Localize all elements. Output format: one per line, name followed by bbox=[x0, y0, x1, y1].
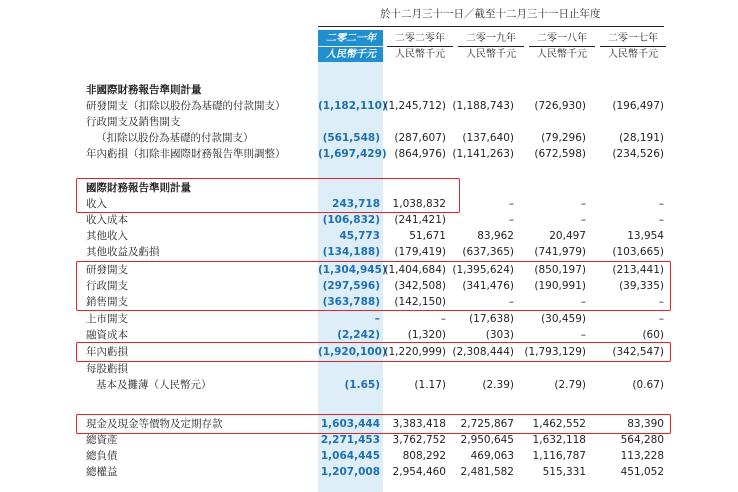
cell-2019: (137,640) bbox=[462, 132, 514, 144]
cell-2020: 3,762,752 bbox=[392, 434, 446, 446]
cell-2017: 451,052 bbox=[620, 466, 664, 478]
cell-2021: (297,596) bbox=[322, 280, 380, 292]
cell-2017: (39,335) bbox=[619, 280, 664, 292]
cell-2019: – bbox=[508, 296, 514, 308]
cell-2020: (1,220,999) bbox=[384, 346, 446, 358]
period-caption: 於十二月三十一日／截至十二月三十一日止年度 bbox=[380, 8, 601, 20]
cell-2020: (1.17) bbox=[414, 379, 446, 391]
cell-2019: (341,476) bbox=[462, 280, 514, 292]
cell-2017: (342,547) bbox=[612, 346, 664, 358]
table-row bbox=[0, 98, 738, 114]
cell-2018: (30,459) bbox=[541, 313, 586, 325]
top-rule bbox=[318, 26, 664, 27]
row-label: 上市開支 bbox=[86, 313, 128, 325]
cell-2018: 1,116,787 bbox=[532, 450, 586, 462]
cell-2018: 515,331 bbox=[542, 466, 586, 478]
cell-2017: 113,228 bbox=[620, 450, 664, 462]
table-row bbox=[0, 327, 738, 343]
annotation-box-cash bbox=[76, 414, 671, 434]
column-header-2020 bbox=[387, 31, 453, 62]
cell-2020: 51,671 bbox=[409, 230, 446, 242]
table-row bbox=[0, 82, 738, 98]
cell-2018: – bbox=[580, 329, 586, 341]
cell-2019: 469,063 bbox=[470, 450, 514, 462]
annotation-box-revenue bbox=[76, 178, 460, 213]
cell-2017: (60) bbox=[642, 329, 664, 341]
column-year: 二零二零年 bbox=[395, 33, 445, 44]
cell-2020: 2,954,460 bbox=[392, 466, 446, 478]
column-year: 二零一八年 bbox=[537, 33, 587, 44]
row-label: （扣除以股份為基礎的付款開支） bbox=[96, 132, 254, 144]
cell-2018: (726,930) bbox=[534, 100, 586, 112]
cell-2018: (672,598) bbox=[534, 148, 586, 160]
cell-2017: (0.67) bbox=[632, 379, 664, 391]
section-heading: 非國際財務報告準則計量 bbox=[86, 84, 202, 96]
cell-2020: (142,150) bbox=[394, 296, 446, 308]
row-label: 總負債 bbox=[86, 450, 118, 462]
row-label: 收入 bbox=[86, 198, 107, 210]
annotation-box-expenses bbox=[76, 261, 671, 311]
cell-2020: (864,976) bbox=[394, 148, 446, 160]
cell-2020: (1,245,712) bbox=[384, 100, 446, 112]
cell-2019: – bbox=[508, 214, 514, 226]
cell-2021: – bbox=[374, 313, 380, 325]
row-label: 研發開支（扣除以股份為基礎的付款開支） bbox=[86, 100, 286, 112]
cell-2021: (363,788) bbox=[322, 296, 380, 308]
row-label: 總資產 bbox=[86, 434, 118, 446]
cell-2020: (241,421) bbox=[394, 214, 446, 226]
column-unit: 人民幣千元 bbox=[318, 46, 384, 62]
cell-2019: 83,962 bbox=[477, 230, 514, 242]
row-label: 年內虧損（扣除非國際財務報告準則調整） bbox=[86, 148, 286, 160]
cell-2019: (637,365) bbox=[462, 246, 514, 258]
cell-2021: 243,718 bbox=[332, 198, 380, 210]
table-row bbox=[0, 432, 738, 448]
row-label: 行政開支 bbox=[86, 280, 128, 292]
section-heading: 國際財務報告準則計量 bbox=[86, 182, 191, 194]
row-label: 行政開支及銷售開支 bbox=[86, 116, 181, 128]
row-label: 銷售開支 bbox=[86, 296, 128, 308]
cell-2019: (17,638) bbox=[469, 313, 514, 325]
cell-2017: (234,526) bbox=[612, 148, 664, 160]
cell-2019: 2,725,867 bbox=[460, 418, 514, 430]
table-row bbox=[0, 228, 738, 244]
cell-2020: – bbox=[440, 313, 446, 325]
row-label: 收入成本 bbox=[86, 214, 128, 226]
cell-2021: 2,271,453 bbox=[320, 434, 380, 446]
cell-2019: (2.39) bbox=[482, 379, 514, 391]
table-row bbox=[0, 212, 738, 228]
cell-2021: (561,548) bbox=[322, 132, 380, 144]
cell-2018: 1,632,118 bbox=[532, 434, 586, 446]
cell-2018: (741,979) bbox=[534, 246, 586, 258]
cell-2017: – bbox=[658, 313, 664, 325]
column-unit: 人民幣千元 bbox=[387, 46, 453, 62]
table-row bbox=[0, 146, 738, 162]
column-unit: 人民幣千元 bbox=[458, 46, 524, 62]
cell-2021: 1,064,445 bbox=[320, 450, 380, 462]
cell-2017: (28,191) bbox=[619, 132, 664, 144]
cell-2021: (134,188) bbox=[322, 246, 380, 258]
cell-2017: (103,665) bbox=[612, 246, 664, 258]
row-label: 總權益 bbox=[86, 466, 118, 478]
cell-2019: (1,395,624) bbox=[452, 264, 514, 276]
table-row bbox=[0, 377, 738, 393]
cell-2018: (190,991) bbox=[534, 280, 586, 292]
cell-2021: (1,182,110) bbox=[318, 100, 387, 112]
table-row bbox=[0, 361, 738, 377]
cell-2020: 3,383,418 bbox=[392, 418, 446, 430]
cell-2020: (342,508) bbox=[394, 280, 446, 292]
cell-2017: – bbox=[658, 198, 664, 210]
row-label: 基本及攤薄（人民幣元） bbox=[96, 379, 212, 391]
cell-2021: (1,304,945) bbox=[318, 264, 387, 276]
column-header-2019 bbox=[458, 31, 524, 62]
table-row bbox=[0, 464, 738, 480]
row-label: 其他收入 bbox=[86, 230, 128, 242]
cell-2018: (850,197) bbox=[534, 264, 586, 276]
column-year: 二零一九年 bbox=[466, 33, 516, 44]
row-label: 每股虧損 bbox=[86, 363, 128, 375]
cell-2021: (1.65) bbox=[344, 379, 380, 391]
cell-2018: – bbox=[580, 198, 586, 210]
cell-2019: 2,950,645 bbox=[460, 434, 514, 446]
cell-2017: – bbox=[658, 214, 664, 226]
cell-2021: (1,697,429) bbox=[318, 148, 387, 160]
column-unit: 人民幣千元 bbox=[529, 46, 595, 62]
column-header-2021 bbox=[318, 31, 384, 62]
column-year: 二零一七年 bbox=[608, 33, 658, 44]
cell-2018: – bbox=[580, 214, 586, 226]
cell-2017: 564,280 bbox=[620, 434, 664, 446]
table-row bbox=[0, 311, 738, 327]
cell-2018: – bbox=[580, 296, 586, 308]
cell-2021: (2,242) bbox=[337, 329, 380, 341]
cell-2018: (79,296) bbox=[541, 132, 586, 144]
table-row bbox=[0, 130, 738, 146]
cell-2017: 13,954 bbox=[627, 230, 664, 242]
cell-2018: 1,462,552 bbox=[532, 418, 586, 430]
cell-2019: – bbox=[508, 198, 514, 210]
cell-2019: (1,141,263) bbox=[452, 148, 514, 160]
cell-2021: 1,603,444 bbox=[320, 418, 380, 430]
column-unit: 人民幣千元 bbox=[600, 46, 666, 62]
cell-2020: (179,419) bbox=[394, 246, 446, 258]
cell-2019: (303) bbox=[485, 329, 514, 341]
cell-2021: 1,207,008 bbox=[320, 466, 380, 478]
cell-2020: 808,292 bbox=[402, 450, 446, 462]
row-label: 年內虧損 bbox=[86, 346, 128, 358]
annotation-box-loss bbox=[76, 342, 671, 362]
row-label: 現金及現金等價物及定期存款 bbox=[86, 418, 223, 430]
row-label: 研發開支 bbox=[86, 264, 128, 276]
cell-2020: (1,404,684) bbox=[384, 264, 446, 276]
cell-2019: (1,188,743) bbox=[452, 100, 514, 112]
row-label: 融資成本 bbox=[86, 329, 128, 341]
cell-2019: (2,308,444) bbox=[452, 346, 514, 358]
cell-2018: (1,793,129) bbox=[524, 346, 586, 358]
cell-2019: 2,481,582 bbox=[460, 466, 514, 478]
column-year: 二零二一年 bbox=[326, 33, 376, 44]
cell-2017: – bbox=[658, 296, 664, 308]
cell-2017: 83,390 bbox=[627, 418, 664, 430]
cell-2018: 20,497 bbox=[549, 230, 586, 242]
cell-2021: (1,920,100) bbox=[318, 346, 387, 358]
table-row bbox=[0, 244, 738, 260]
row-label: 其他收益及虧損 bbox=[86, 246, 160, 258]
cell-2021: 45,773 bbox=[339, 230, 380, 242]
cell-2017: (196,497) bbox=[612, 100, 664, 112]
table-row bbox=[0, 114, 738, 130]
cell-2020: (287,607) bbox=[394, 132, 446, 144]
cell-2018: (2.79) bbox=[554, 379, 586, 391]
table-row bbox=[0, 448, 738, 464]
cell-2020: (1,320) bbox=[407, 329, 446, 341]
column-header-2017 bbox=[600, 31, 666, 62]
cell-2017: (213,441) bbox=[612, 264, 664, 276]
cell-2020: 1,038,832 bbox=[392, 198, 446, 210]
column-header-2018 bbox=[529, 31, 595, 62]
cell-2021: (106,832) bbox=[322, 214, 380, 226]
